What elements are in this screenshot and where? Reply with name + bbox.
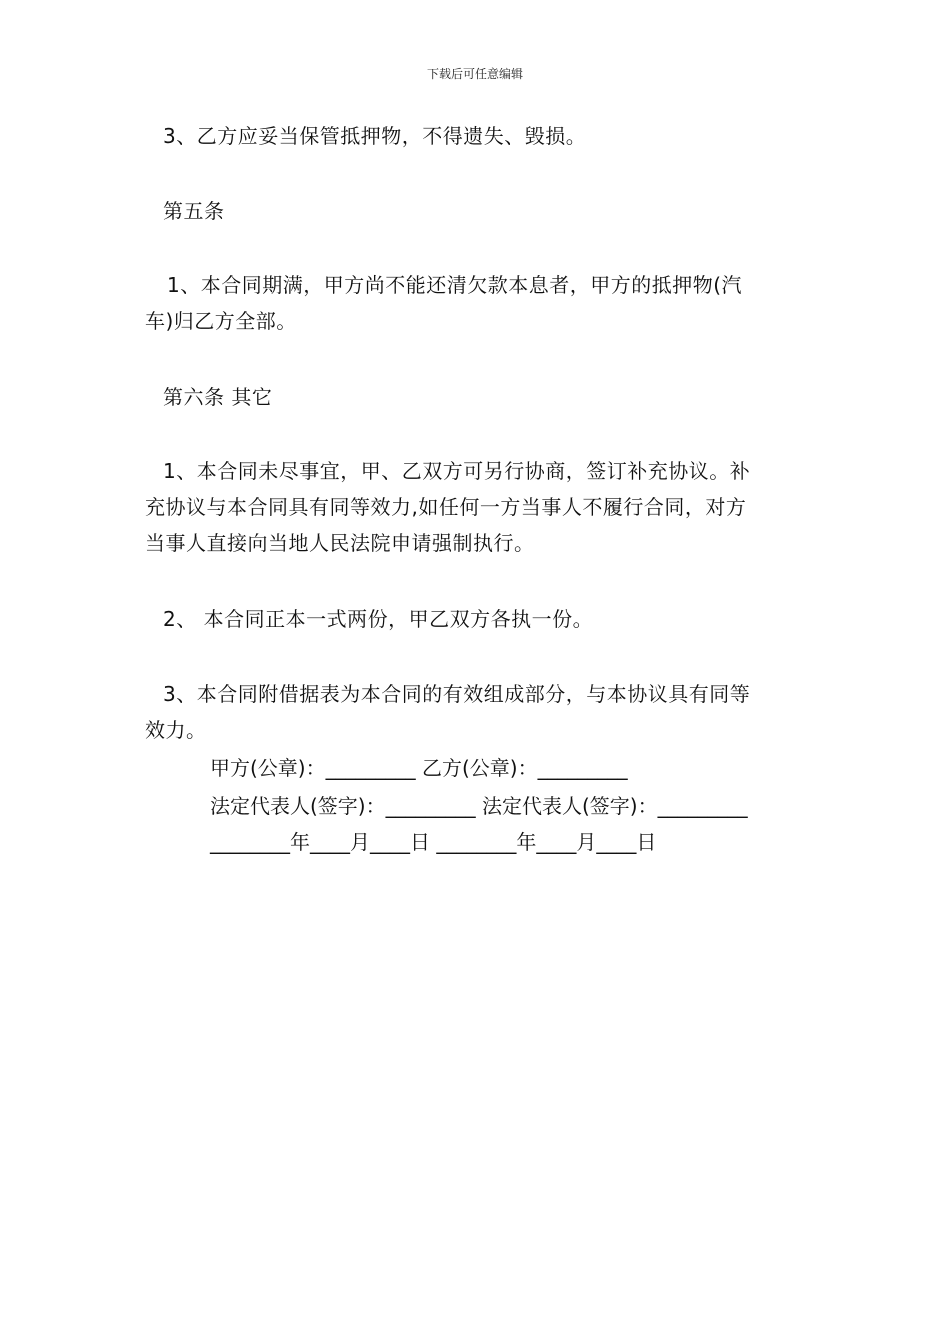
signature-representatives: 法定代表人(签字)：_________ 法定代表人(签字)：_________ [210, 794, 748, 818]
signature-party-seals: 甲方(公章)：_________ 乙方(公章)：_________ [210, 756, 628, 780]
text-line: 车)归乙方全部。 [145, 309, 297, 333]
text-line: 3、乙方应妥当保管抵押物，不得遗失、毁损。 [163, 124, 587, 148]
clause-6-item-3 [145, 676, 809, 748]
clause-6-item-2 [163, 601, 827, 637]
article-5-heading [163, 193, 827, 229]
text-line: 当事人直接向当地人民法院申请强制执行。 [145, 531, 535, 555]
text-line: 第五条 [163, 199, 225, 223]
text-line: 2、 本合同正本一式两份，甲乙双方各执一份。 [163, 607, 594, 631]
text-line: 充协议与本合同具有同等效力,如任何一方当事人不履行合同，对方 [145, 495, 747, 519]
clause-4-item-3 [163, 118, 827, 154]
text-line: 效力。 [145, 718, 207, 742]
text-line: 1、本合同未尽事宜，甲、乙双方可另行协商，签订补充协议。补 [163, 459, 751, 483]
text-line: 1、本合同期满，甲方尚不能还清欠款本息者，甲方的抵押物(汽 [167, 273, 743, 297]
clause-6-item-1 [145, 453, 809, 561]
text-line: 第六条 其它 [163, 385, 273, 409]
clause-5-item-1 [145, 267, 809, 339]
text-line: 3、本合同附借据表为本合同的有效组成部分，与本协议具有同等 [163, 682, 751, 706]
article-6-heading [163, 379, 827, 415]
signature-dates: ________年____月____日 ________年____月____日 [210, 830, 657, 854]
page-header: 下载后可任意编辑 [426, 67, 523, 81]
